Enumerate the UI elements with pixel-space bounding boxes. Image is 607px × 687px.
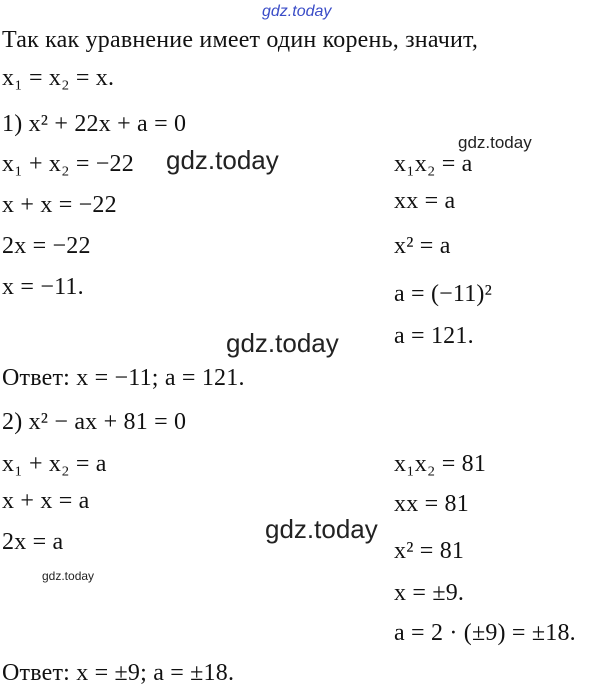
watermark-center-lower: gdz.today xyxy=(265,514,378,544)
part2-left-1: x₁ + x₂ = a xyxy=(2,451,107,477)
watermark-right-upper: gdz.today xyxy=(458,133,532,152)
part1-left-2: x + x = −22 xyxy=(2,192,117,218)
watermark-center-upper: gdz.today xyxy=(166,145,279,175)
part2-right-1: x₁x₂ = 81 xyxy=(394,451,487,477)
intro-line-2: x₁ = x₂ = x. xyxy=(2,65,115,91)
part2-left-3: 2x = a xyxy=(2,529,64,555)
part2-equation: 2) x² − ax + 81 = 0 xyxy=(2,409,187,435)
watermark-top: gdz.today xyxy=(262,3,332,20)
part1-right-2: xx = a xyxy=(394,188,456,214)
part1-right-4: a = (−11)² xyxy=(394,281,493,307)
intro-line-1: Так как уравнение имеет один корень, значит, xyxy=(2,27,479,53)
part1-left-1: x₁ + x₂ = −22 xyxy=(2,151,134,177)
part1-equation: 1) x² + 22x + a = 0 xyxy=(2,111,187,137)
part2-answer: Ответ: x = ±9; a = ±18. xyxy=(2,660,235,686)
part2-left-2: x + x = a xyxy=(2,488,90,514)
watermark-small-left: gdz.today xyxy=(42,569,95,583)
part1-left-3: 2x = −22 xyxy=(2,233,91,259)
part1-right-1: x₁x₂ = a xyxy=(394,151,473,177)
part2-right-2: xx = 81 xyxy=(394,491,469,517)
part1-answer: Ответ: x = −11; a = 121. xyxy=(2,365,245,391)
part1-right-5: a = 121. xyxy=(394,323,474,349)
part2-right-5: a = 2 · (±9) = ±18. xyxy=(394,620,576,646)
watermark-center: gdz.today xyxy=(226,328,339,358)
part1-right-3: x² = a xyxy=(394,233,451,259)
part2-right-3: x² = 81 xyxy=(394,538,465,564)
part2-right-4: x = ±9. xyxy=(394,580,465,606)
part1-left-4: x = −11. xyxy=(2,274,84,300)
